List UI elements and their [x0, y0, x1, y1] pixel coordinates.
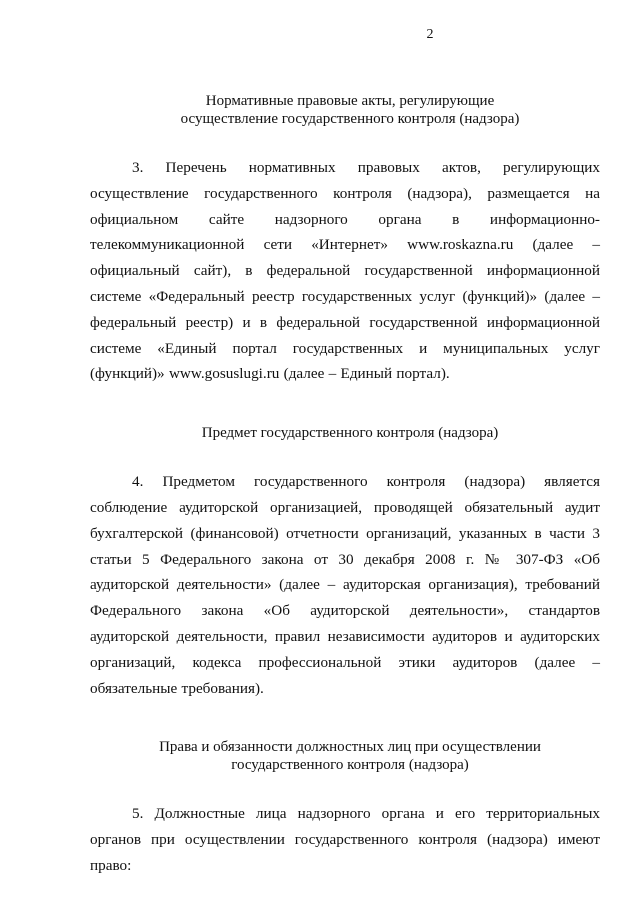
- section-title: [90, 424, 600, 442]
- page-number: 2: [426, 27, 434, 42]
- section-title-line: Предмет государственного контроля (надзора): [201, 425, 499, 442]
- section-title-line: Нормативные правовые акты, регулирующие: [205, 93, 495, 109]
- section-title: [90, 738, 600, 774]
- section-title: [90, 92, 600, 128]
- paragraph-5: 5. Должностные лица надзорного органа и его территориальных органов при осуществлении государственного контроля (надзора) имеют право:: [90, 805, 600, 874]
- section-subject: [90, 424, 600, 701]
- paragraph-3: 3. Перечень нормативных правовых актов, регулирующих осуществление государственного контроля (надзора), размещается на официальном сайте надзорного органа в информационно-телекоммуникационной сети «Интернет» www.roskazna.ru (далее – официальный сайт), в федеральной государственной информационной системе «Федеральный реестр государственных услуг (функций)» (далее – федеральный реестр) и в федеральной государственной информационной системе «Единый портал государственных и муниципальных услуг (функций)» www.gosuslugi.ru (далее – Единый портал).: [90, 159, 600, 383]
- paragraph-4: 4. Предметом государственного контроля (надзора) является соблюдение аудиторской организацией, проводящей обязательный аудит бухгалтерской (финансовой) отчетности организаций, указанных в части 3 статьи 5 Федерального закона от 30 декабря 2008 г. № 307-ФЗ «Об аудиторской деятельности» (далее – аудиторская организация), требований Федерального закона «Об аудиторской деятельности», стандартов аудиторской деятельности, правил независимости аудиторов и аудиторских организаций, кодекса профессиональной этики аудиторов (далее – обязательные требования).: [90, 473, 600, 697]
- section-normative-acts: [90, 92, 600, 387]
- section-title-line: Права и обязанности должностных лиц при осуществлении: [159, 739, 541, 756]
- section-rights-duties: [90, 738, 600, 878]
- section-title-line: государственного контроля (надзора): [231, 757, 469, 774]
- section-title-line: осуществление государственного контроля (надзора): [180, 111, 520, 127]
